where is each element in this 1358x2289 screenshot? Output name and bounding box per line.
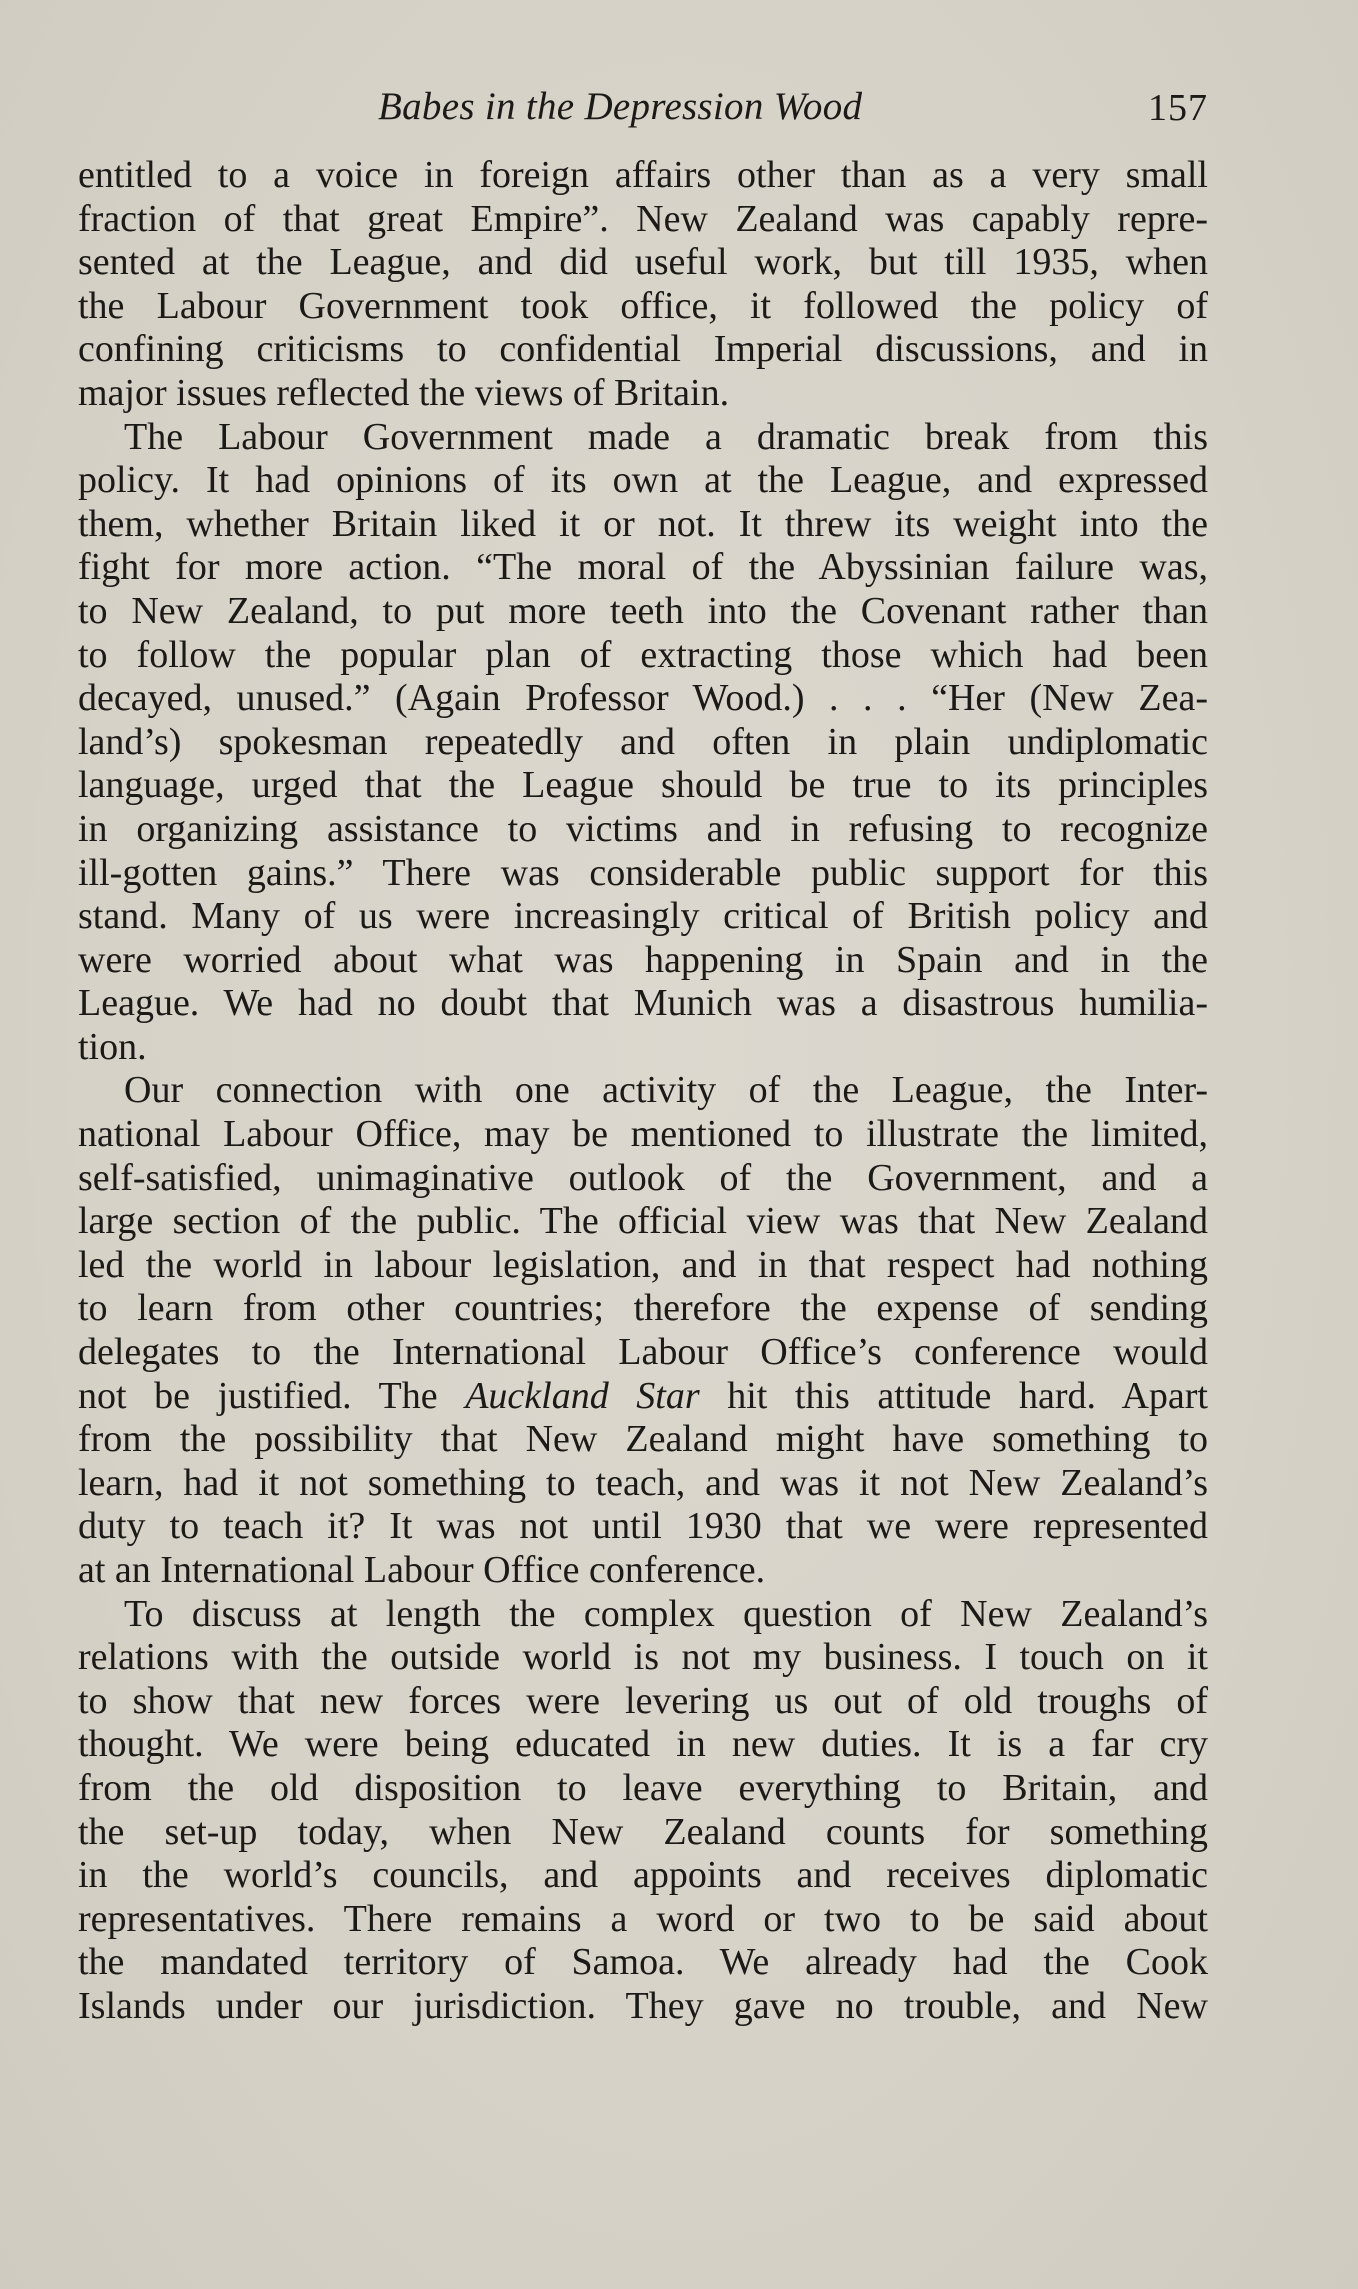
text-line: the set-up today, when New Zealand counts for something — [78, 1810, 1208, 1853]
text-line: in the world’s councils, and appoints and receives diplomatic — [78, 1854, 1208, 1897]
text-line: the mandated territory of Samoa. We already had the Cook — [78, 1941, 1208, 1984]
page-number: 157 — [1148, 87, 1208, 129]
text-line: large section of the public. The official view was that New Zealand — [78, 1200, 1208, 1243]
text-line: confining criticisms to confidential Imperial discussions, and in — [78, 328, 1208, 371]
text-segment: not be justified. The — [78, 1374, 466, 1417]
text-line: decayed, unused.” (Again Professor Wood.) . . . “Her (New Zea- — [78, 677, 1208, 720]
text-line: entitled to a voice in foreign affairs other than as a very small — [78, 154, 1208, 196]
text-line: League. We had no doubt that Munich was a disastrous humilia- — [78, 982, 1208, 1025]
text-line: to New Zealand, to put more teeth into the Covenant rather than — [78, 589, 1208, 632]
text-line: national Labour Office, may be mentioned to illustrate the limited, — [78, 1113, 1208, 1156]
text-line: sented at the League, and did useful work, but till 1935, when — [78, 241, 1208, 284]
running-head-title: Babes in the Depression Wood — [378, 85, 863, 128]
text-line: Our connection with one activity of the League, the Inter- — [124, 1069, 1208, 1112]
text-line: led the world in labour legislation, and in that respect had nothing — [78, 1243, 1208, 1286]
text-line: to follow the popular plan of extracting those which had been — [78, 633, 1208, 676]
text-line: the Labour Government took office, it followed the policy of — [78, 284, 1208, 327]
text-line: to learn from other countries; therefore the expense of sending — [78, 1287, 1208, 1330]
text-line: at an International Labour Office conference. — [78, 1549, 766, 1591]
text-line: Islands under our jurisdiction. They gave no trouble, and New — [78, 1984, 1208, 2027]
running-head — [78, 84, 1208, 144]
text-line: land’s) spokesman repeatedly and often in plain undiplomatic — [78, 720, 1208, 763]
text-line: tion. — [78, 1025, 147, 1068]
text-segment: hit this attitude hard. Apart — [699, 1374, 1208, 1417]
text-line: policy. It had opinions of its own at the League, and expressed — [78, 459, 1208, 502]
text-line: delegates to the International Labour Office’s conference would — [78, 1331, 1208, 1374]
text-line: learn, had it not something to teach, and was it not New Zealand’s — [78, 1461, 1208, 1504]
text-line: major issues reflected the views of Britain. — [78, 371, 730, 414]
text-line: thought. We were being educated in new duties. It is a far cry — [78, 1723, 1208, 1766]
text-line: were worried about what was happening in Spain and in the — [78, 938, 1208, 981]
text-line: fight for more action. “The moral of the Abyssinian failure was, — [78, 546, 1208, 589]
newspaper-title: Auckland Star — [465, 1374, 700, 1417]
text-line: To discuss at length the complex question of New Zealand’s — [124, 1592, 1208, 1635]
text-line: ill-gotten gains.” There was considerable public support for this — [78, 851, 1208, 894]
text-line — [78, 1375, 1208, 1419]
text-line: in organizing assistance to victims and in refusing to recognize — [78, 807, 1208, 850]
text-line: to show that new forces were levering us out of old troughs of — [78, 1679, 1208, 1722]
text-line: The Labour Government made a dramatic break from this — [124, 415, 1208, 458]
text-line: self-satisfied, unimaginative outlook of the Government, and a — [78, 1156, 1208, 1199]
text-line: fraction of that great Empire”. New Zealand was capably repre- — [78, 197, 1208, 240]
text-line: relations with the outside world is not my business. I touch on it — [78, 1636, 1208, 1679]
text-line: representatives. There remains a word or two to be said about — [78, 1897, 1208, 1940]
text-line: from the possibility that New Zealand might have something to — [78, 1418, 1208, 1461]
body-text — [78, 154, 1208, 2029]
text-line: them, whether Britain liked it or not. It threw its weight into the — [78, 502, 1208, 545]
text-line: from the old disposition to leave everything to Britain, and — [78, 1766, 1208, 1809]
text-line: stand. Many of us were increasingly critical of British policy and — [78, 895, 1208, 938]
text-line: language, urged that the League should be true to its principles — [78, 764, 1208, 807]
text-line: duty to teach it? It was not until 1930 that we were represented — [78, 1505, 1208, 1548]
